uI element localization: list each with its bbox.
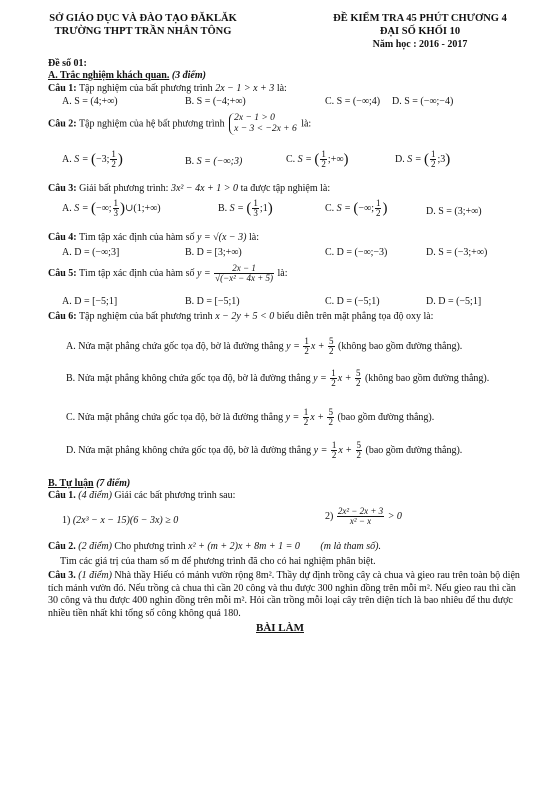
question-6 — [48, 311, 433, 323]
section-b-heading — [48, 478, 130, 490]
exam-header — [300, 12, 540, 51]
section-a-points: (3 điểm) — [171, 70, 206, 81]
school-name: TRƯỜNG THPT TRẦN NHÂN TÔNG — [54, 26, 232, 37]
department-name: SỞ GIÁO DỤC VÀ ĐÀO TẠO ĐĂKLĂK — [49, 13, 237, 24]
q4-option-b[interactable]: B. D = [3;+∞) — [185, 247, 242, 258]
item-number: 1) — [62, 515, 71, 526]
numerator: 2x² − 2x + 3 — [337, 506, 384, 516]
problem-label: Câu 3. — [48, 570, 76, 581]
q5-option-c[interactable]: C. D = (−5;1) — [325, 296, 380, 307]
system-line-2: x − 3 < −2x + 6 — [234, 124, 297, 134]
question-5: Câu 5: Tìm tập xác định của hàm số y = $\frac{2x - 1}{\text{√(−x² − 4x + 5)}}$ là: — [48, 263, 288, 283]
problem-text: Cho phương trình — [114, 541, 186, 552]
section-b-title: B. Tự luận — [48, 478, 94, 489]
question-text: Tìm tập xác định của hàm số — [78, 267, 195, 279]
option-text: C. Nửa mặt phẳng chứa gốc tọa độ, bờ là đường thẳng — [66, 411, 284, 423]
question-label: Câu 5: — [48, 267, 77, 279]
math-expression: x² + (m + 2)x + 8m + 1 = 0 — [188, 541, 300, 552]
question-4 — [48, 232, 259, 244]
q6-option-d[interactable]: D. Nửa mặt phẳng không chứa gốc tọa độ, bờ là đường thẳng y = $\frac{1}{2}$ x + $\frac{5}{2}$ (bao gồm đường thẳng). — [66, 440, 463, 460]
school-year: Năm học : 2016 - 2017 — [372, 39, 468, 50]
problem-3 — [48, 570, 528, 620]
option-letter: C. — [286, 153, 296, 165]
q6-option-b[interactable]: B. Nửa mặt phẳng không chứa gốc tọa độ, bờ là đường thẳng y = $\frac{1}{2}$ x + $\frac{5}{2}$ (không bao gồm đường thẳng). — [66, 368, 490, 388]
question-text: Tập nghiệm của hệ bất phương trình — [78, 118, 225, 130]
question-2 — [48, 113, 311, 135]
school-header — [28, 12, 258, 38]
q5-option-d[interactable]: D. D = (−5;1] — [426, 296, 482, 307]
section-b-points: (7 điểm) — [96, 478, 131, 489]
question-tail: ta được tập nghiệm là: — [240, 183, 331, 194]
q2-option-d[interactable]: D. S = ( $\frac{1}{2}$ ;3) — [395, 149, 451, 169]
q2-option-a[interactable]: A. S = (−3; $\frac{1}{2}$ ) — [62, 149, 123, 169]
option-letter: B. — [185, 156, 195, 167]
q3-option-d[interactable]: D. S = (3;+∞) — [426, 206, 482, 217]
q4-option-c[interactable]: C. D = (−∞;−3) — [325, 247, 388, 258]
q6-option-c[interactable]: C. Nửa mặt phẳng chứa gốc tọa độ, bờ là đường thẳng y = $\frac{1}{2}$ x + $\frac{5}{2}$ (bao gồm đường thẳng). — [66, 407, 435, 427]
option-letter: D. — [395, 153, 405, 165]
q3-option-b[interactable]: B. S = ( $\frac{1}{3}$ ;1) — [218, 198, 273, 218]
exam-code: Đề số 01: — [48, 58, 87, 69]
q1-option-b[interactable]: B. S = (−4;+∞) — [185, 96, 246, 107]
option-text: D. Nửa mặt phẳng không chứa gốc tọa độ, bờ là đường thẳng — [66, 444, 312, 456]
q2-option-c[interactable]: C. S = ( $\frac{1}{2}$ ;+∞) — [286, 149, 349, 169]
option-letter: B. — [218, 202, 228, 214]
question-1 — [48, 83, 287, 95]
q1-option-c[interactable]: C. S = (−∞;4) — [325, 96, 381, 107]
question-tail: là: — [301, 118, 312, 130]
option-tail: (không bao gồm đường thẳng). — [338, 340, 463, 352]
math-expression: 2x − 1 > x + 3 — [215, 83, 275, 94]
answer-title: BÀI LÀM — [256, 622, 304, 634]
question-3 — [48, 183, 330, 195]
question-tail: là: — [277, 267, 288, 279]
math-expression: > 0 — [387, 510, 402, 522]
fraction-expression — [337, 507, 384, 526]
option-letter: A. — [62, 153, 72, 165]
question-text: Giải bất phương trình: — [79, 183, 169, 194]
inequality-system — [229, 113, 297, 135]
question-tail: là: — [249, 232, 260, 243]
question-label: Câu 6: — [48, 311, 77, 322]
question-tail: là: — [276, 83, 287, 94]
math-expression: x − 2y + 5 < 0 — [215, 311, 275, 322]
q5-option-b[interactable]: B. D = [−5;1) — [185, 296, 240, 307]
q3-option-c[interactable]: C. S = (−∞; $\frac{1}{2}$ ) — [325, 198, 388, 218]
denominator: x² − x — [349, 516, 372, 526]
option-text: B. Nửa mặt phẳng không chứa gốc tọa độ, bờ là đường thẳng — [66, 372, 311, 384]
q5-option-a[interactable]: A. D = [−5;1] — [62, 296, 118, 307]
problem-1-item-1 — [62, 515, 178, 527]
problem-points: (1 điểm) — [78, 570, 112, 581]
question-text: Tập nghiệm của bất phương trình — [78, 83, 213, 94]
denominator: √(−x² − 4x + 5) — [215, 273, 274, 283]
q1-option-d[interactable]: D. S = (−∞;−4) — [392, 96, 454, 107]
q4-option-a[interactable]: A. D = (−∞;3] — [62, 247, 120, 258]
system-line-1: 2x − 1 > 0 — [234, 113, 275, 123]
question-tail: biểu diễn trên mặt phẳng tọa độ oxy là: — [276, 311, 434, 322]
option-letter: A. — [62, 202, 72, 214]
problem-label: Câu 1. — [48, 490, 76, 501]
q6-option-a[interactable]: A. Nửa mặt phẳng chứa gốc tọa độ, bờ là đường thẳng y = $\frac{1}{2}$ x + $\frac{5}{2}$ (không bao gồm đường thẳng). — [66, 336, 463, 356]
section-a-title: A. Trắc nghiệm khách quan. — [48, 70, 170, 81]
option-text: A. Nửa mặt phẳng chứa gốc tọa độ, bờ là đường thẳng — [66, 340, 284, 352]
math-expression: y = √(x − 3) — [196, 232, 247, 243]
option-letter: C. — [325, 202, 335, 214]
problem-2-line-2: Tìm các giá trị của tham số m để phương trình đã cho có hai nghiệm phân biệt. — [60, 556, 376, 567]
problem-label: Câu 2. — [48, 541, 76, 552]
q1-option-a[interactable]: A. S = (4;+∞) — [62, 96, 118, 107]
question-label: Câu 2: — [48, 118, 77, 130]
fraction-expression — [214, 264, 274, 283]
exam-title: ĐỀ KIỂM TRA 45 PHÚT CHƯƠNG 4 — [333, 13, 507, 24]
problem-note: (m là tham số). — [320, 541, 381, 552]
option-tail: (không bao gồm đường thẳng). — [364, 372, 490, 384]
option-value: S = (−∞;3) — [196, 156, 243, 167]
item-number: 2) — [325, 510, 334, 522]
problem-2 — [48, 541, 381, 553]
option-tail: (bao gồm đường thẳng). — [337, 411, 435, 423]
exam-subject: ĐẠI SỐ KHỐI 10 — [379, 26, 461, 37]
problem-1 — [48, 490, 235, 502]
problem-points: (4 điểm) — [78, 490, 112, 501]
q4-option-d[interactable]: D. S = (−3;+∞) — [426, 247, 488, 258]
problem-text: Giải các bất phương trình sau: — [114, 490, 236, 501]
question-label: Câu 3: — [48, 183, 77, 194]
problem-points: (2 điểm) — [78, 541, 112, 552]
math-expression: 3x² − 4x + 1 > 0 — [170, 183, 239, 194]
q2-option-b[interactable] — [185, 156, 242, 168]
section-a-heading — [48, 70, 206, 82]
q3-option-a[interactable]: A. S = (−∞; $\frac{1}{3}$ )∪(1;+∞) — [62, 198, 161, 218]
numerator: 2x − 1 — [214, 264, 274, 274]
math-expression: (2x³ − x − 15)(6 − 3x) ≥ 0 — [72, 515, 179, 526]
question-text: Tìm tập xác định của hàm số — [78, 232, 195, 243]
option-tail: (bao gồm đường thẳng). — [365, 444, 463, 456]
problem-text: Nhà thầy Hiếu có mảnh vườn rộng 8m². Thầy dự định trồng cây cà chua và gieo rau trên toàn bộ diện tích mảnh vườn đó. Nếu trồng cà chua thì cần 20 công và thu được 300 nghìn đồng trên mỗi m². Nếu gieo rau thì cần 30 công và thu được 400 nghìn đồng trên mỗi m². Hỏi cần trồng mỗi loại cây trên diện tích là bao nhiêu để thu được nhiều tiền nhất khi tổng số công không quá 180. — [48, 570, 520, 619]
question-label: Câu 1: — [48, 83, 77, 94]
question-text: Tập nghiệm của bất phương trình — [78, 311, 213, 322]
question-label: Câu 4: — [48, 232, 77, 243]
problem-1-item-2 — [325, 507, 402, 526]
